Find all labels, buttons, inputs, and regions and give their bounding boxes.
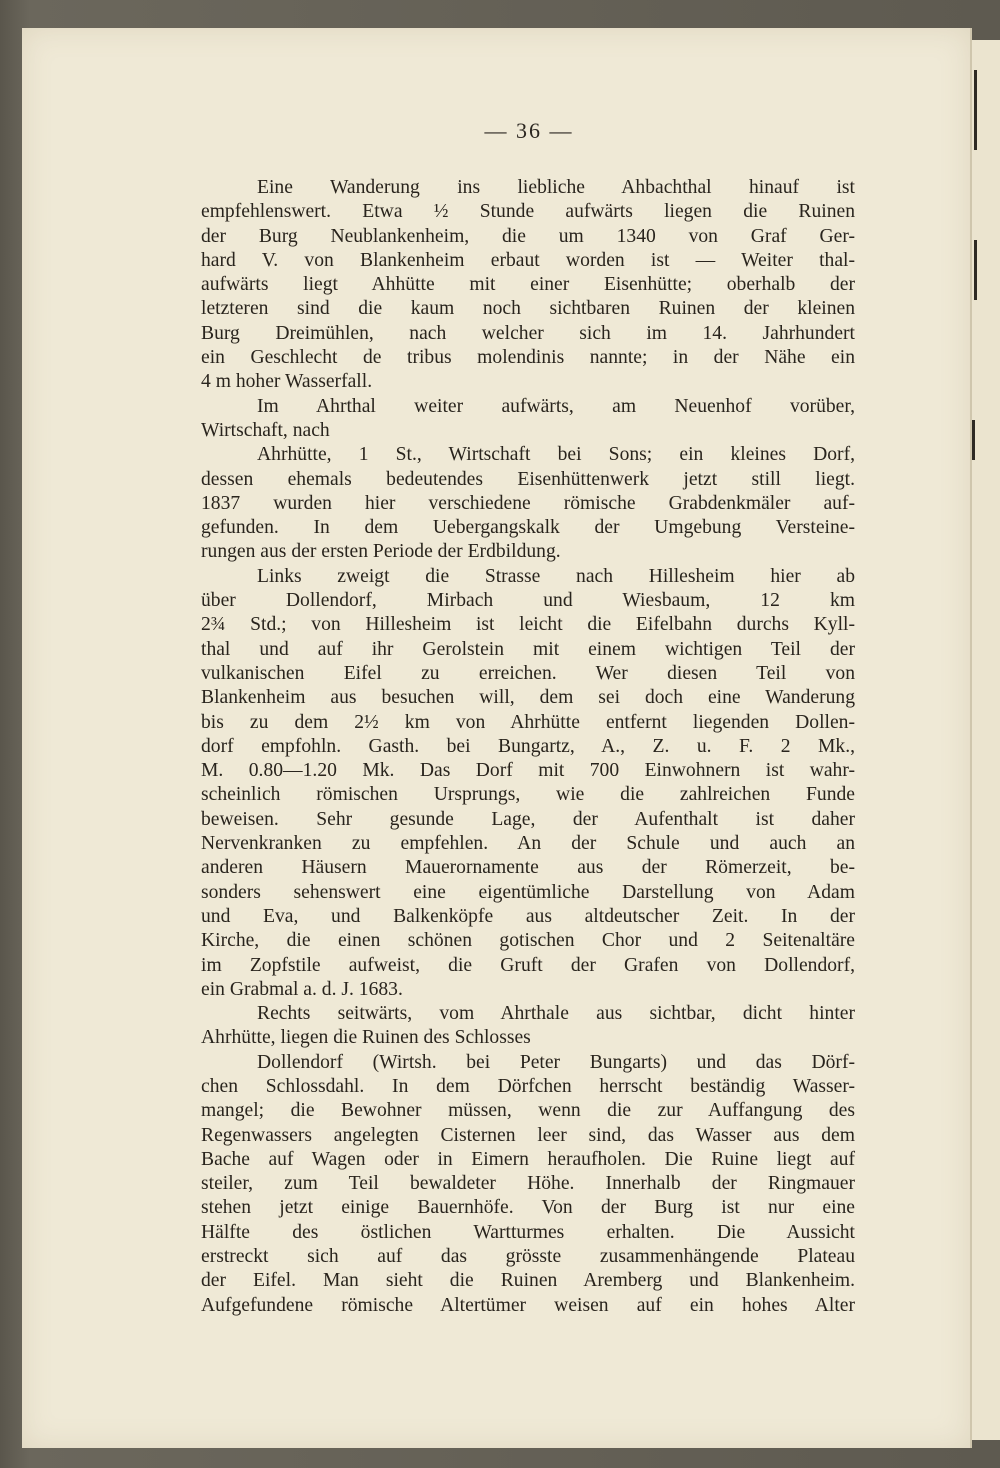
text-line: Aufgefundene römische Altertümer weisen auf ein hohes Alter — [201, 1294, 855, 1316]
text-line: scheinlich römischen Ursprungs, wie die zahlreichen Funde — [201, 784, 855, 806]
text-line: Hälfte des östlichen Wartturmes erhalten. Die Aussicht — [201, 1221, 855, 1243]
body-text — [201, 176, 855, 1318]
text-line: im Zopfstile aufweist, die Gruft der Grafen von Dollendorf, — [201, 954, 855, 976]
text-line: ein Grabmal a. d. J. 1683. — [201, 978, 403, 1000]
text-line: rungen aus der ersten Periode der Erdbildung. — [201, 541, 561, 563]
text-line: 2¾ Std.; von Hillesheim ist leicht die Eifelbahn durchs Kyll- — [201, 614, 855, 636]
text-line: dessen ehemals bedeutendes Eisenhüttenwerk jetzt still liegt. — [201, 468, 855, 490]
text-line: anderen Häusern Mauerornamente aus der Römerzeit, be- — [201, 857, 855, 879]
page-edge-mark — [972, 420, 975, 460]
text-line: Links zweigt die Strasse nach Hillesheim hier ab — [257, 565, 855, 587]
text-line: aufwärts liegt Ahhütte mit einer Eisenhütte; oberhalb der — [201, 274, 855, 296]
text-line: letzteren sind die kaum noch sichtbaren Ruinen der kleinen — [201, 298, 855, 320]
text-line: stehen jetzt einige Bauernhöfe. Von der Burg ist nur eine — [201, 1197, 855, 1219]
text-line: Regenwassers angelegten Cisternen leer sind, das Wasser aus dem — [201, 1124, 855, 1146]
text-line: Wirtschaft, nach — [201, 419, 330, 441]
text-line: 4 m hoher Wasserfall. — [201, 371, 373, 393]
text-line: gefunden. In dem Uebergangskalk der Umgebung Versteine- — [201, 517, 855, 539]
text-line: über Dollendorf, Mirbach und Wiesbaum, 12 km — [201, 590, 855, 612]
text-line: Burg Dreimühlen, nach welcher sich im 14. Jahrhundert — [201, 322, 855, 344]
text-line: dorf empfohln. Gasth. bei Bungartz, A., Z. u. F. 2 Mk., — [201, 735, 855, 757]
text-line: Bache auf Wagen oder in Eimern heraufholen. Die Ruine liegt auf — [201, 1148, 855, 1170]
text-line: erstreckt sich auf das grösste zusammenhängende Plateau — [201, 1246, 855, 1268]
text-line: bis zu dem 2½ km von Ahrhütte entfernt liegenden Dollen- — [201, 711, 855, 733]
text-line: Dollendorf (Wirtsh. bei Peter Bungarts) und das Dörf- — [257, 1051, 855, 1073]
text-line: Kirche, die einen schönen gotischen Chor und 2 Seitenaltäre — [201, 930, 855, 952]
text-line: der Eifel. Man sieht die Ruinen Aremberg und Blankenheim. — [201, 1270, 855, 1292]
page-number: — 36 — — [484, 118, 574, 143]
text-line: M. 0.80—1.20 Mk. Das Dorf mit 700 Einwohnern ist wahr- — [201, 760, 855, 782]
text-line: und Eva, und Balkenköpfe aus altdeutscher Zeit. In der — [201, 905, 855, 927]
text-line: Ahrhütte, liegen die Ruinen des Schlosses — [201, 1027, 531, 1049]
text-line: Blankenheim aus besuchen will, dem sei doch eine Wanderung — [201, 687, 855, 709]
text-line: chen Schlossdahl. In dem Dörfchen herrscht beständig Wasser- — [201, 1075, 855, 1097]
text-line: hard V. von Blankenheim erbaut worden ist — Weiter thal- — [201, 249, 855, 271]
text-line: 1837 wurden hier verschiedene römische Grabdenkmäler auf- — [201, 492, 855, 514]
text-line: thal und auf ihr Gerolstein mit einem wichtigen Teil der — [201, 638, 855, 660]
text-line: Rechts seitwärts, vom Ahrthale aus sichtbar, dicht hinter — [257, 1003, 855, 1025]
text-line: empfehlenswert. Etwa ½ Stunde aufwärts liegen die Ruinen — [201, 201, 855, 223]
text-line: Eine Wanderung ins liebliche Ahbachthal hinauf ist — [257, 177, 855, 198]
text-line: steiler, zum Teil bewaldeter Höhe. Innerhalb der Ringmauer — [201, 1173, 855, 1195]
text-line: beweisen. Sehr gesunde Lage, der Aufenthalt ist daher — [201, 808, 855, 830]
text-line: Im Ahrthal weiter aufwärts, am Neuenhof vorüber, — [257, 395, 855, 417]
text-line: Ahrhütte, 1 St., Wirtschaft bei Sons; ein kleines Dorf, — [257, 444, 855, 466]
text-line: sonders sehenswert eine eigentümliche Darstellung von Adam — [201, 881, 855, 903]
text-line: vulkanischen Eifel zu erreichen. Wer diesen Teil von — [201, 662, 855, 684]
text-line: ein Geschlecht de tribus molendinis nannte; in der Nähe ein — [201, 347, 855, 369]
text-line: Nervenkranken zu empfehlen. An der Schule und auch an — [201, 833, 855, 855]
text-line: der Burg Neublankenheim, die um 1340 von Graf Ger- — [201, 225, 855, 247]
page-edge-mark — [974, 240, 977, 300]
text-line: mangel; die Bewohner müssen, wenn die zur Auffangung des — [201, 1100, 855, 1122]
adjacent-page-edge — [968, 40, 1000, 1440]
